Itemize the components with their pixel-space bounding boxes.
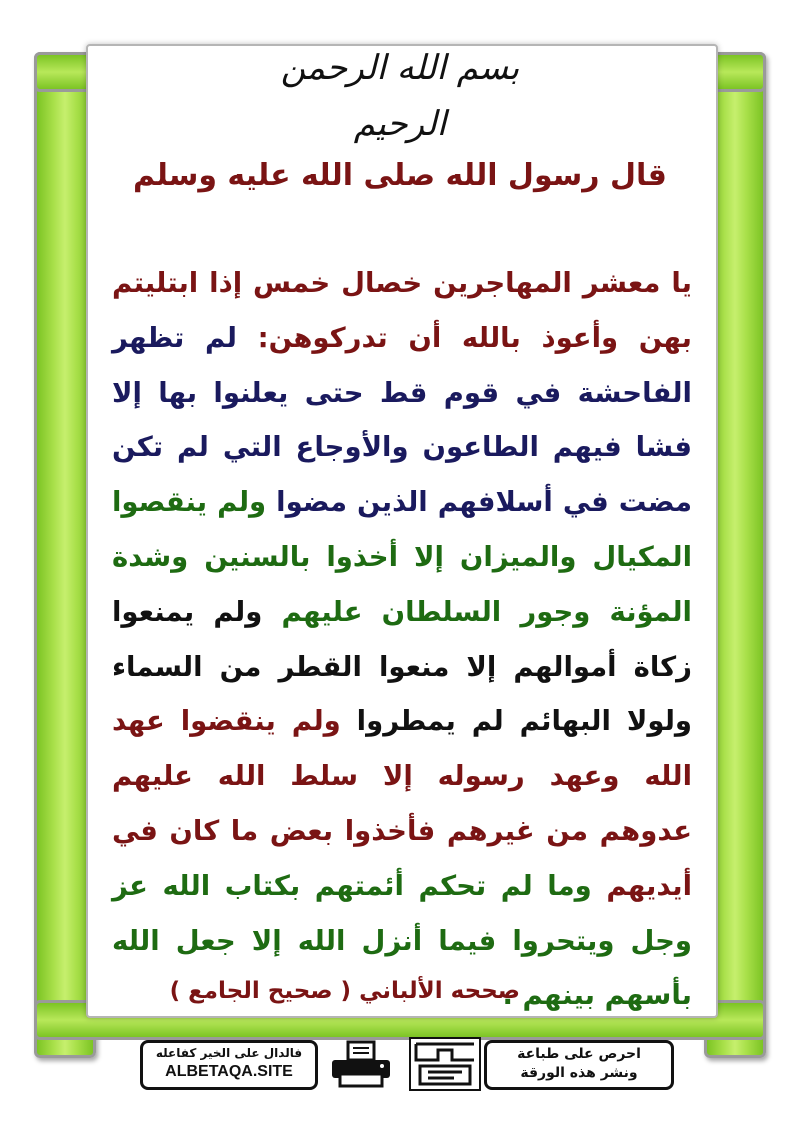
footer-print-note-box: [484, 1040, 674, 1090]
footer-slogan: فالدال على الخير كفاعله: [155, 1046, 303, 1060]
hadith-segment: ولم ينقضوا عهد الله وعهد رسوله إلا سلط الله عليهم عدوهم من غيرهم فأخذوا بعض ما كان في أيديهم: [112, 705, 692, 902]
footer-bar: [126, 1040, 674, 1088]
hadith-segment: لم تظهر الفاحشة في قوم قط حتى يعلنوا بها إلا فشا فيهم الطاعون والأوجاع التي لم تكن مضت في أسلافهم الذين مضوا: [112, 321, 692, 519]
source-citation: صححه الألباني ( صحيح الجامع ): [169, 978, 520, 1004]
hadith-segment: ولم يمنعوا زكاة أموالهم إلا منعوا القطر من السماء ولولا البهائم لم يمطروا: [112, 595, 692, 738]
hadith-segment: ولم ينقصوا المكيال والميزان إلا أخذوا بالسنين وشدة المؤنة وجور السلطان عليهم: [112, 486, 692, 628]
footer-print-line1: احرص على طباعة: [517, 1046, 641, 1062]
hadith-text: [112, 256, 692, 1023]
page-title: قال رسول الله صلى الله عليه وسلم: [133, 158, 667, 193]
basmala-text: بسم الله الرحمن الرحيم: [280, 48, 520, 144]
footer-website-box: [140, 1040, 318, 1090]
footer-website: ALBETAQA.SITE: [165, 1063, 293, 1080]
hadith-segment: وما لم تحكم أئمتهم بكتاب الله عز وجل ويتحروا فيما أنزل الله إلا جعل الله بأسهم بينهم .: [112, 869, 692, 1012]
hadith-segment: يا معشر المهاجرين خصال خمس إذا ابتليتم بهن وأعوذ بالله أن تدركوهن:: [112, 267, 693, 354]
footer-print-line2: ونشر هذه الورقة: [520, 1065, 638, 1081]
basmala-calligraphy: [240, 40, 560, 144]
albetaqa-logo-icon: [408, 1036, 482, 1092]
printer-icon: [326, 1040, 396, 1088]
